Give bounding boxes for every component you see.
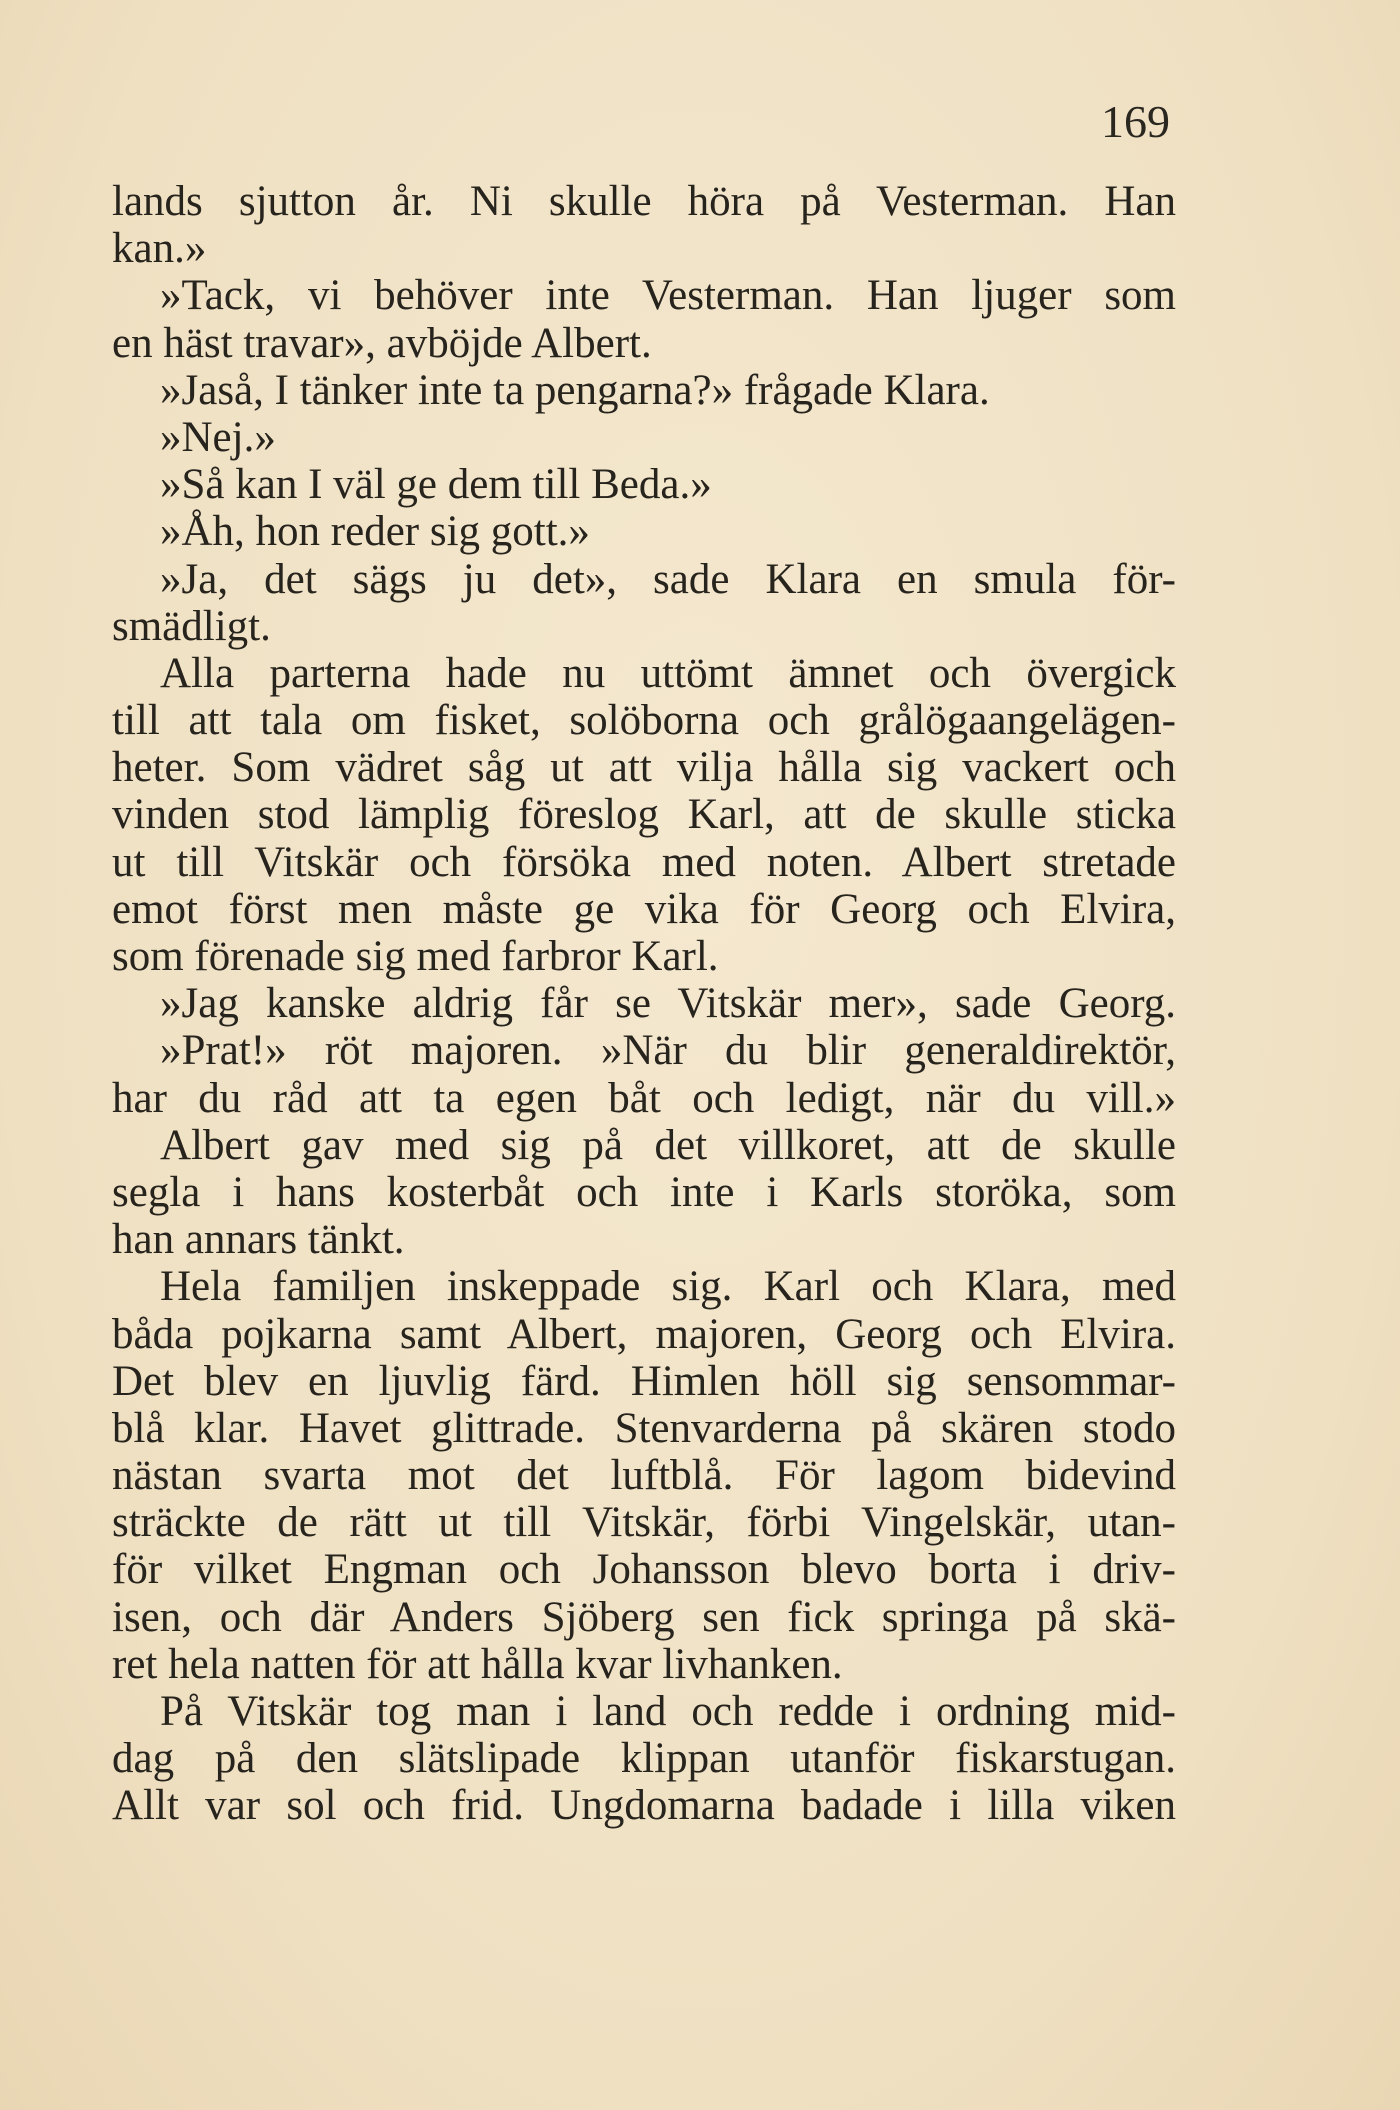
text-line: för vilket Engman och Johansson blevo borta i driv-: [112, 1546, 1176, 1594]
text-line: isen, och där Anders Sjöberg sen fick springa på skä-: [112, 1593, 1176, 1641]
page-number: 169: [1101, 96, 1170, 147]
text-line: Allt var sol och frid. Ungdomarna badade i lilla viken: [112, 1782, 1176, 1830]
text-line: segla i hans kosterbåt och inte i Karls storöka, som: [112, 1168, 1176, 1216]
text-line: emot först men måste ge vika för Georg och Elvira,: [112, 885, 1176, 933]
body-text: [112, 178, 1176, 1830]
text-line: heter. Som vädret såg ut att vilja hålla sig vackert och: [112, 744, 1176, 792]
text-line: Hela familjen inskeppade sig. Karl och Klara, med: [160, 1263, 1176, 1311]
text-line: har du råd att ta egen båt och ledigt, när du vill.»: [112, 1074, 1176, 1122]
text-line: ut till Vitskär och försöka med noten. Albert stretade: [112, 838, 1176, 886]
text-line: »Ja, det sägs ju det», sade Klara en smula för-: [160, 555, 1176, 603]
text-line: sträckte de rätt ut till Vitskär, förbi Vingelskär, utan-: [112, 1499, 1176, 1547]
text-line: till att tala om fisket, solöborna och grålögaangelägen-: [112, 697, 1176, 745]
text-line: han annars tänkt.: [112, 1216, 405, 1264]
text-line: som förenade sig med farbror Karl.: [112, 933, 719, 980]
text-line: »Så kan I väl ge dem till Beda.»: [160, 461, 712, 509]
text-line: Alla parterna hade nu uttömt ämnet och övergick: [160, 649, 1176, 697]
text-line: »Nej.»: [160, 413, 276, 461]
text-line: nästan svarta mot det luftblå. För lagom bidevind: [112, 1452, 1176, 1500]
text-line: »Prat!» röt majoren. »När du blir generaldirektör,: [160, 1027, 1176, 1075]
text-line: dag på den slätslipade klippan utanför fiskarstugan.: [112, 1735, 1176, 1783]
text-line: »Jag kanske aldrig får se Vitskär mer», sade Georg.: [160, 980, 1176, 1028]
text-line: blå klar. Havet glittrade. Stenvarderna på skären stodo: [112, 1404, 1176, 1452]
text-line: »Jaså, I tänker inte ta pengarna?» frågade Klara.: [160, 366, 990, 414]
text-line: kan.»: [112, 225, 207, 273]
text-line: »Åh, hon reder sig gott.»: [160, 508, 590, 556]
text-line: Det blev en ljuvlig färd. Himlen höll sig sensommar-: [112, 1357, 1176, 1405]
text-line: lands sjutton år. Ni skulle höra på Vesterman. Han: [112, 178, 1176, 225]
text-line: Albert gav med sig på det villkoret, att de skulle: [160, 1121, 1176, 1169]
text-line: »Tack, vi behöver inte Vesterman. Han ljuger som: [160, 272, 1176, 320]
text-line: en häst travar», avböjde Albert.: [112, 319, 652, 367]
text-line: smädligt.: [112, 602, 271, 650]
text-line: vinden stod lämplig föreslog Karl, att de skulle sticka: [112, 791, 1176, 839]
text-line: ret hela natten för att hålla kvar livhanken.: [112, 1640, 843, 1688]
text-line: båda pojkarna samt Albert, majoren, Georg och Elvira.: [112, 1310, 1176, 1358]
text-line: På Vitskär tog man i land och redde i ordning mid-: [160, 1688, 1176, 1735]
